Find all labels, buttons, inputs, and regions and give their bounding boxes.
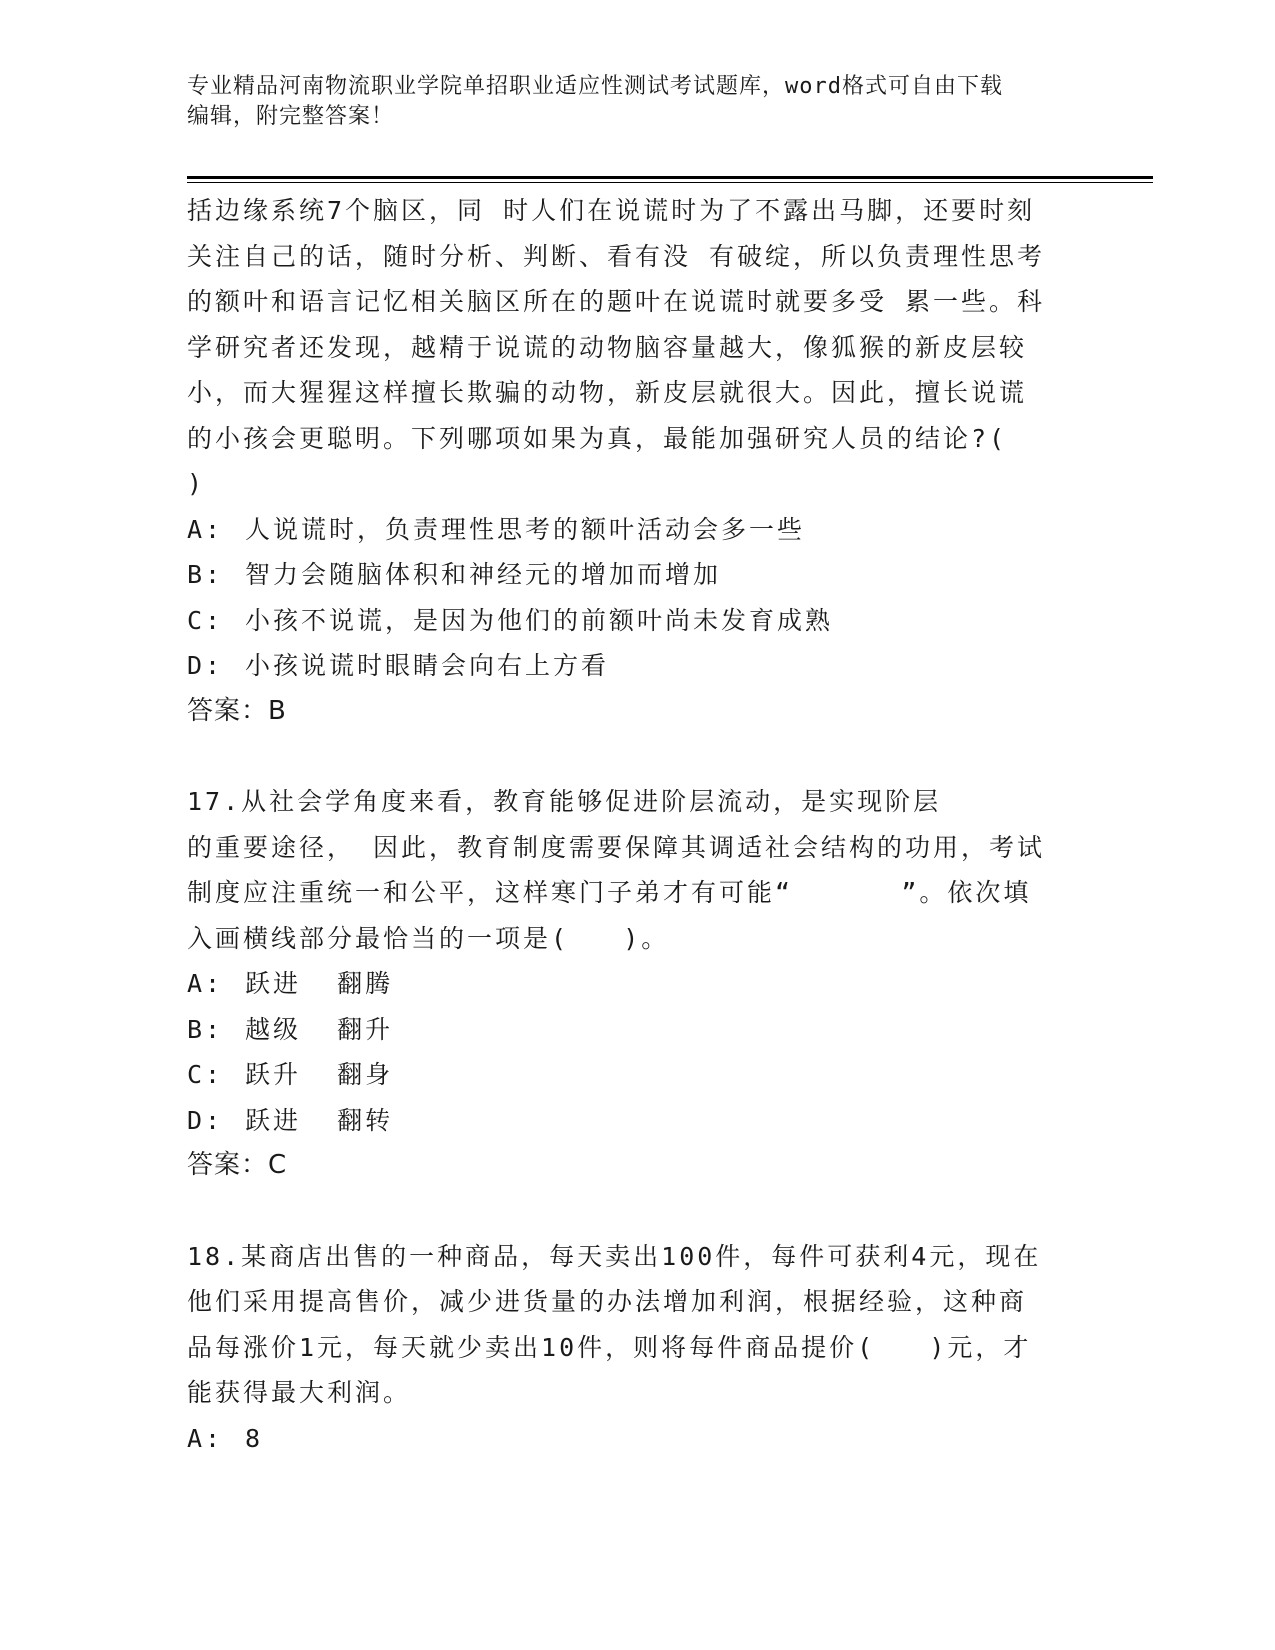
question-text-line: 的小孩会更聪明。下列哪项如果为真，最能加强研究人员的结论?(: [187, 423, 1008, 453]
question-text-line: 18.某商店出售的一种商品，每天卖出100件，每件可获利4元，现在: [187, 1241, 1042, 1271]
option-b: [187, 1007, 1087, 1053]
option-key: B:: [187, 1014, 224, 1044]
header-rule-thick: [187, 176, 1153, 179]
option-text: 越级 翻升: [245, 1014, 394, 1044]
document-body: [187, 188, 1087, 1461]
header-line-2: 编辑，附完整答案！: [187, 104, 395, 129]
answer-label: 答案：C: [187, 1150, 288, 1180]
question-text-line: 学研究者还发现，越精于说谎的动物脑容量越大，像狐猴的新皮层较: [187, 332, 1028, 362]
question-text-line: 他们采用提高售价，减少进货量的办法增加利润，根据经验，这种商: [187, 1287, 1028, 1316]
question-spacer: [187, 1189, 1087, 1234]
question-spacer: [187, 734, 1087, 779]
option-key: A:: [187, 1423, 224, 1453]
option-a: [187, 961, 1087, 1007]
option-text: 人说谎时，负责理性思考的额叶活动会多一些: [245, 514, 806, 544]
question-text-line: 制度应注重统一和公平，这样寒门子弟才有可能“ ”。依次填: [187, 878, 1032, 907]
option-a: [187, 1416, 1087, 1462]
option-key: C:: [187, 1060, 224, 1089]
option-b: [187, 552, 1087, 598]
option-text: 小孩说谎时眼睛会向右上方看: [245, 651, 610, 680]
option-key: D:: [187, 1105, 224, 1135]
option-c: [187, 598, 1087, 644]
question-text-line: 17.从社会学角度来看，教育能够促进阶层流动，是实现阶层: [187, 787, 942, 816]
option-text: 智力会随脑体积和神经元的增加而增加: [245, 560, 722, 589]
option-text: 跃进 翻腾: [245, 969, 394, 998]
option-text: 小孩不说谎，是因为他们的前额叶尚未发育成熟: [245, 605, 834, 635]
option-key: A:: [187, 514, 224, 544]
option-text: 跃升 翻身: [245, 1060, 394, 1089]
option-text: 跃进 翻转: [245, 1105, 394, 1135]
question-text-line: ): [187, 469, 206, 498]
option-d: [187, 643, 1087, 689]
question-16: [187, 188, 1087, 734]
option-text: 8: [245, 1423, 264, 1453]
question-text-line: 能获得最大利润。: [187, 1378, 412, 1407]
option-key: B:: [187, 560, 224, 589]
header-line-1: 专业精品河南物流职业学院单招职业适应性测试考试题库，word格式可自由下载: [187, 74, 1003, 99]
question-text-line: 小，而大猩猩这样擅长欺骗的动物，新皮层就很大。因此，擅长说谎: [187, 378, 1028, 407]
question-18: [187, 1234, 1087, 1462]
header-rule-thin: [187, 182, 1153, 183]
option-key: A:: [187, 969, 224, 998]
question-text-line: 的额叶和语言记忆相关脑区所在的题叶在说谎时就要多受 累一些。科: [187, 287, 1046, 316]
question-text-line: 入画横线部分最恰当的一项是( )。: [187, 923, 670, 953]
question-text-line: 关注自己的话，随时分析、判断、看有没 有破绽，所以负责理性思考: [187, 241, 1046, 271]
option-key: C:: [187, 605, 224, 635]
question-17: [187, 779, 1087, 1189]
option-key: D:: [187, 651, 224, 680]
answer-label: 答案：B: [187, 695, 287, 726]
page-header: [187, 72, 1067, 132]
option-d: [187, 1098, 1087, 1144]
option-c: [187, 1052, 1087, 1098]
question-text-line: 的重要途径， 因此，教育制度需要保障其调适社会结构的功用，考试: [187, 832, 1046, 862]
option-a: [187, 507, 1087, 553]
question-text-line: 括边缘系统7个脑区，同 时人们在说谎时为了不露出马脚，还要时刻: [187, 196, 1036, 225]
question-text-line: 品每涨价1元，每天就少卖出10件，则将每件商品提价( )元，才: [187, 1332, 1032, 1362]
